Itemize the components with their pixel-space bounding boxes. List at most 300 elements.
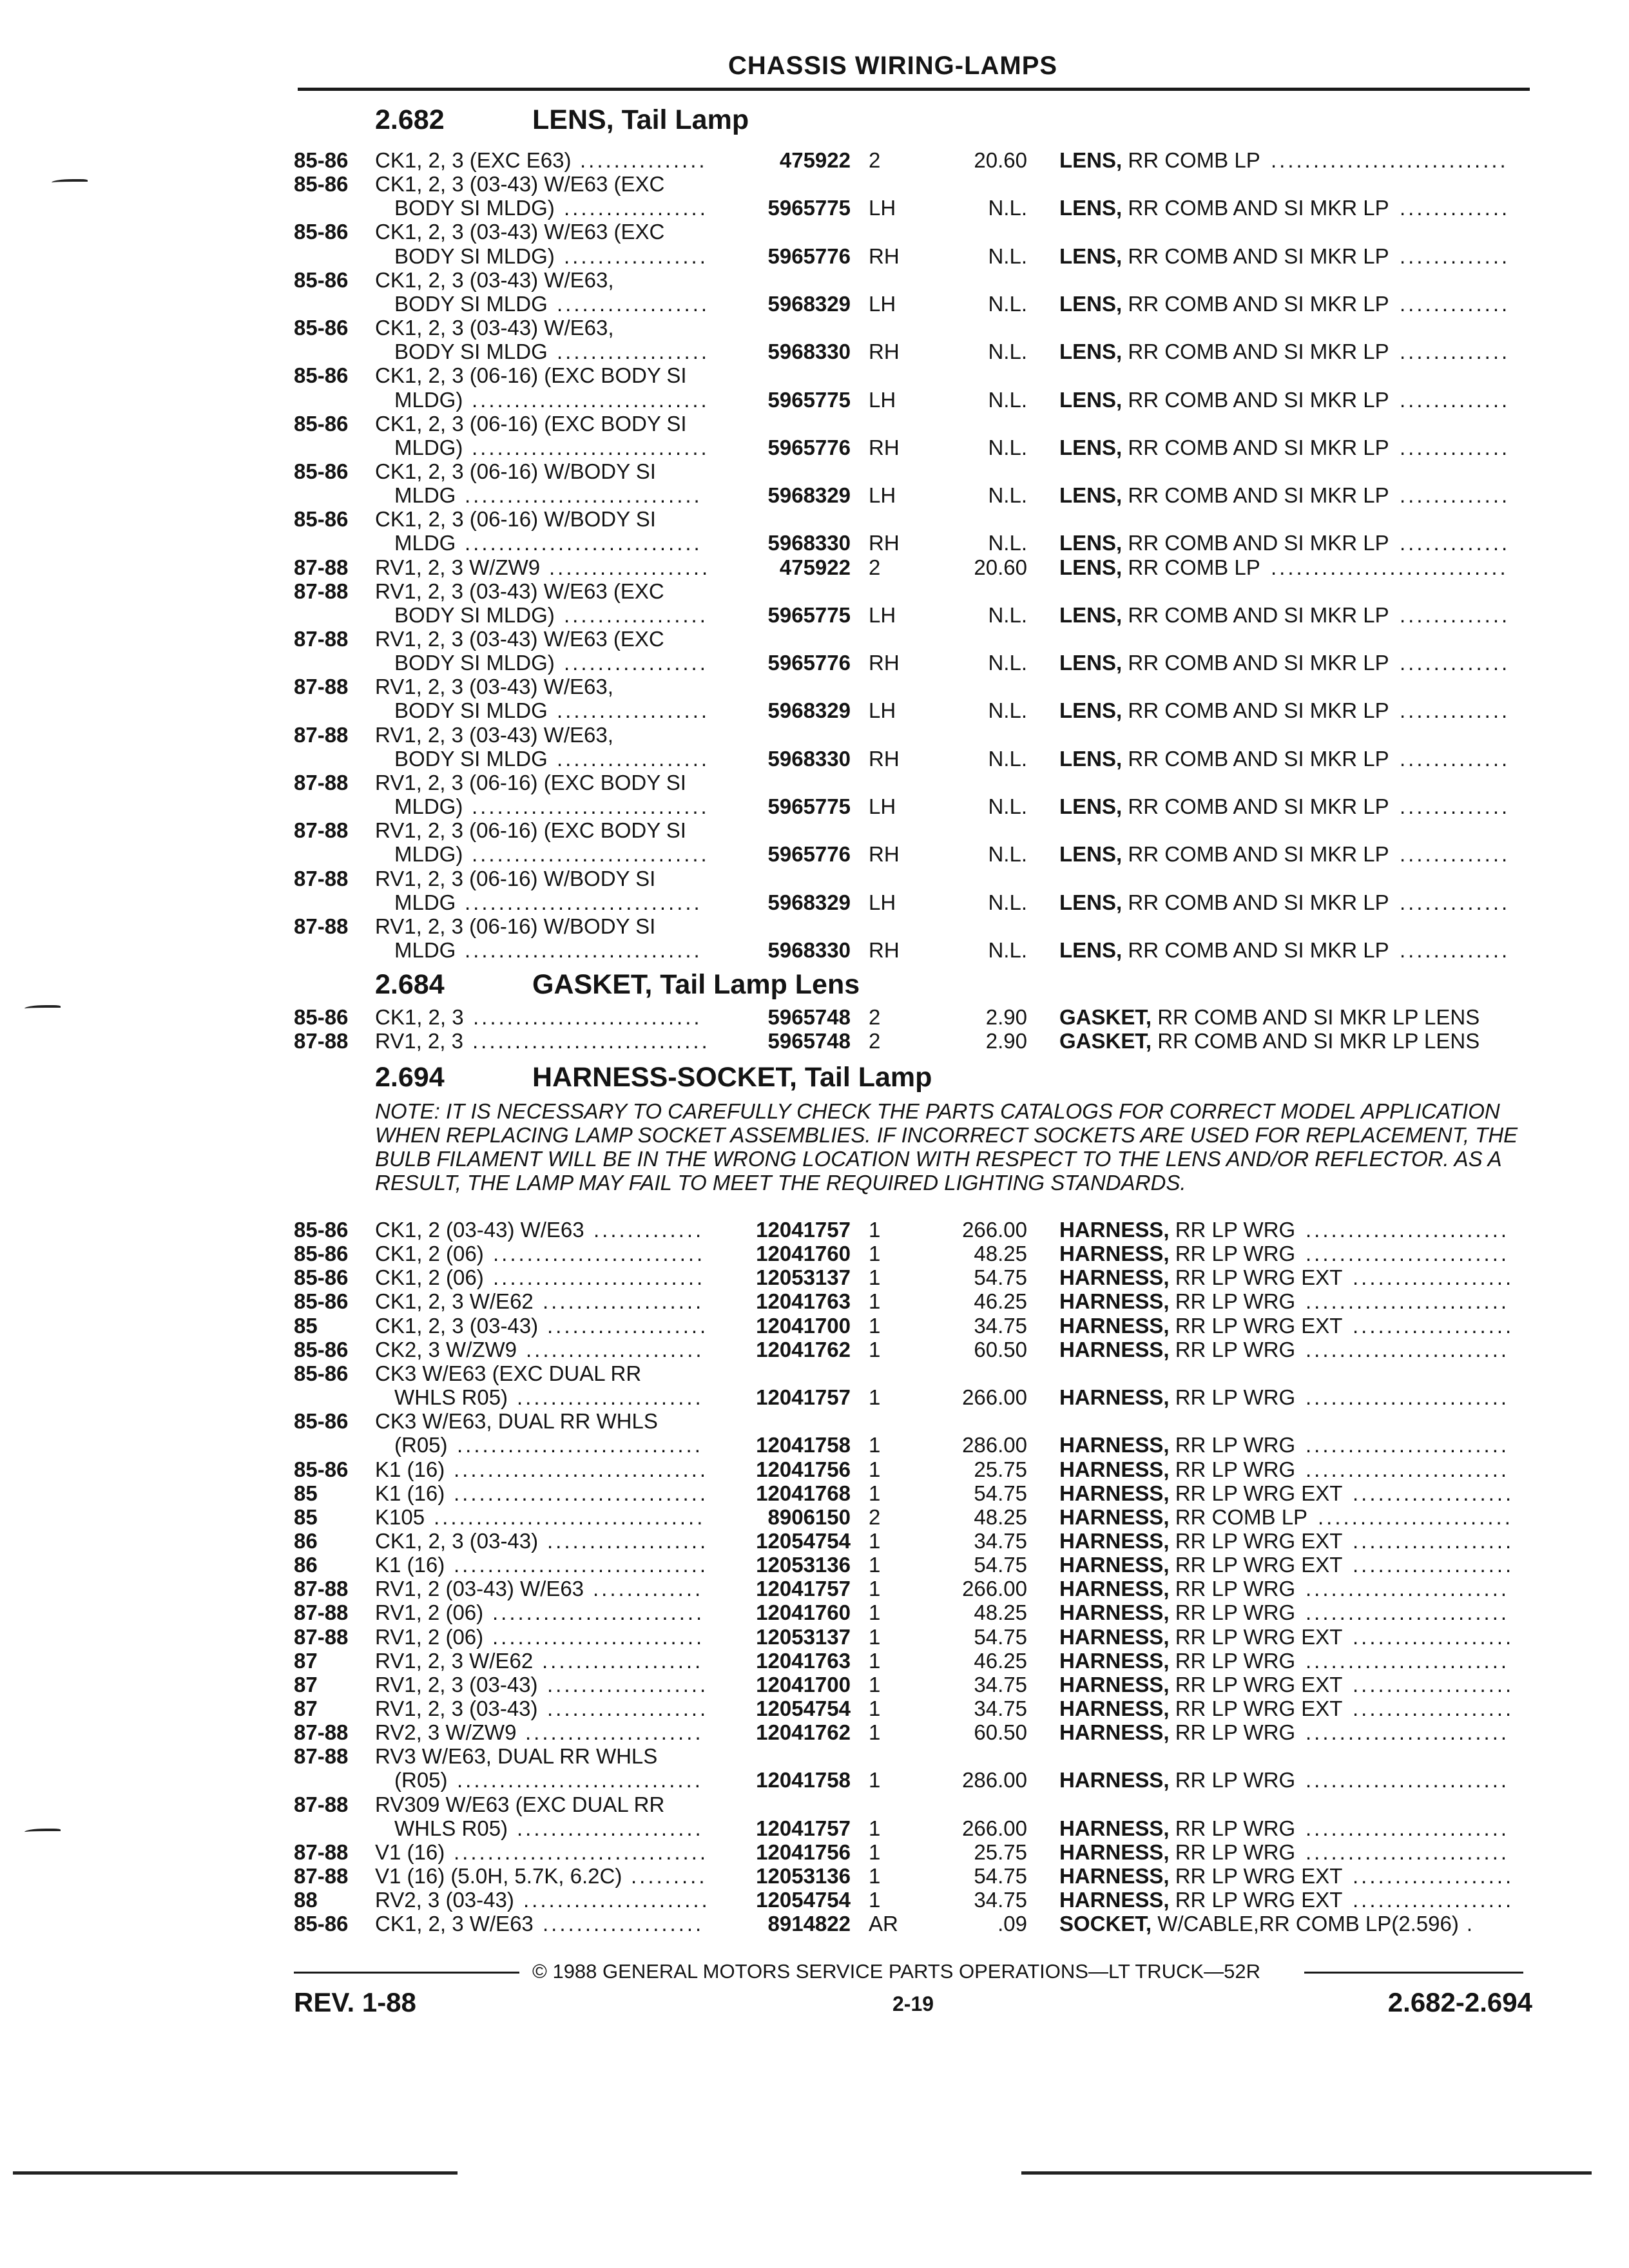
- price: N.L.: [988, 531, 1027, 555]
- leader-dots: ...................: [547, 1672, 709, 1696]
- model-year: 88: [294, 1888, 318, 1912]
- leader-dots: ..............................: [454, 1481, 709, 1505]
- leader-dots: ...................: [1353, 1528, 1514, 1553]
- description-noun: SOCKET,: [1059, 1912, 1152, 1936]
- quantity: 2: [869, 1005, 881, 1029]
- description-noun: HARNESS,: [1059, 1433, 1170, 1457]
- quantity: 1: [869, 1289, 881, 1314]
- leader-dots: ........................: [1306, 1289, 1510, 1314]
- quantity: 1: [869, 1457, 881, 1481]
- part-row: [0, 555, 1629, 579]
- price: 266.00: [962, 1218, 1027, 1242]
- description: [1059, 292, 1389, 316]
- application: BODY SI MLDG): [394, 651, 555, 675]
- description-detail: RR LP WRG: [1175, 1433, 1296, 1457]
- application: CK1, 2, 3 (06-16) W/BODY SI: [375, 459, 656, 483]
- part-number: 5965776: [767, 842, 851, 867]
- leader-dots: ........................: [1306, 1242, 1510, 1266]
- part-row: [0, 507, 1629, 531]
- leader-dots: ........................: [1306, 1720, 1510, 1745]
- part-row: [0, 1433, 1629, 1457]
- part-number: 5968330: [767, 340, 851, 364]
- price: 34.75: [974, 1313, 1027, 1338]
- application: RV309 W/E63 (EXC DUAL RR: [375, 1792, 665, 1816]
- application: BODY SI MLDG): [394, 244, 555, 268]
- quantity: 1: [869, 1313, 881, 1338]
- description-detail: RR COMB AND SI MKR LP: [1128, 340, 1389, 364]
- leader-dots: ............................: [1271, 555, 1509, 579]
- application: BODY SI MLDG: [394, 698, 548, 723]
- application: RV1, 2, 3 (03-43): [375, 1696, 538, 1720]
- description-noun: HARNESS,: [1059, 1888, 1170, 1912]
- price: 20.60: [974, 555, 1027, 579]
- leader-dots: ...................: [542, 1648, 704, 1673]
- description-noun: HARNESS,: [1059, 1816, 1170, 1840]
- description-detail: RR COMB AND SI MKR LP: [1128, 483, 1389, 508]
- price: 54.75: [974, 1864, 1027, 1888]
- quantity: 2: [869, 555, 881, 579]
- model-year: 87: [294, 1696, 318, 1720]
- description-detail: RR COMB LP: [1175, 1504, 1308, 1529]
- quantity: 1: [869, 1433, 881, 1457]
- model-year: 85-86: [294, 459, 349, 483]
- description-detail: RR COMB AND SI MKR LP: [1128, 698, 1389, 723]
- description-noun: LENS,: [1059, 196, 1123, 220]
- application: RV2, 3 W/ZW9: [375, 1720, 517, 1745]
- description-noun: HARNESS,: [1059, 1504, 1170, 1529]
- leader-dots: ...................: [547, 1313, 709, 1338]
- part-row: [0, 436, 1629, 459]
- application: CK1, 2, 3 (06-16) W/BODY SI: [375, 507, 656, 532]
- model-year: 85-86: [294, 1457, 349, 1481]
- model-year: 85-86: [294, 1912, 349, 1936]
- price: 286.00: [962, 1433, 1027, 1457]
- part-number: 5968330: [767, 937, 851, 962]
- description: [1059, 1600, 1295, 1625]
- application: CK1, 2, 3 (03-43) W/E63 (EXC: [375, 220, 665, 244]
- model-year: 85-86: [294, 1361, 349, 1385]
- price: N.L.: [988, 746, 1027, 771]
- part-row: [0, 1840, 1629, 1864]
- application: CK2, 3 W/ZW9: [375, 1337, 517, 1361]
- description-detail: RR COMB AND SI MKR LP: [1128, 291, 1389, 316]
- part-row: [0, 1792, 1629, 1816]
- price: N.L.: [988, 937, 1027, 962]
- model-year: 85-86: [294, 363, 349, 388]
- application: CK1, 2, 3 W/E62: [375, 1289, 534, 1314]
- section-range: 2.682-2.694: [1387, 1987, 1532, 2017]
- description-noun: HARNESS,: [1059, 1864, 1170, 1888]
- application: WHLS R05): [394, 1816, 508, 1840]
- part-number: 12053136: [756, 1864, 851, 1888]
- leader-dots: ........................: [1306, 1816, 1510, 1840]
- part-number: 475922: [779, 148, 851, 172]
- quantity: 1: [869, 1888, 881, 1912]
- part-row: [0, 1720, 1629, 1744]
- description-detail: RR LP WRG: [1175, 1242, 1296, 1266]
- description-detail: RR LP WRG EXT: [1175, 1864, 1343, 1888]
- part-row: [0, 842, 1629, 866]
- model-year: 85-86: [294, 1337, 349, 1361]
- description-detail: RR LP WRG EXT: [1175, 1672, 1343, 1696]
- model-year: 87-88: [294, 1744, 349, 1769]
- leader-dots: .............: [1400, 602, 1510, 627]
- part-number: 5965748: [767, 1029, 851, 1053]
- part-row: [0, 1505, 1629, 1529]
- leader-dots: ........................: [1306, 1218, 1510, 1242]
- description-detail: RR LP WRG: [1175, 1337, 1296, 1361]
- part-row: [0, 363, 1629, 387]
- application: K105: [375, 1504, 425, 1529]
- part-number: 12041760: [756, 1242, 851, 1266]
- application: RV1, 2, 3 (06-16) W/BODY SI: [375, 866, 656, 890]
- price: 20.60: [974, 148, 1027, 172]
- model-year: 87-88: [294, 1600, 349, 1625]
- revision-label: REV. 1-88: [294, 1987, 416, 2017]
- model-year: 86: [294, 1553, 318, 1577]
- application: RV1, 2 (06): [375, 1600, 484, 1625]
- section-number: 2.694: [375, 1062, 445, 1093]
- scan-rule-left: [13, 2171, 458, 2175]
- quantity: 1: [869, 1385, 881, 1410]
- description-noun: HARNESS,: [1059, 1385, 1170, 1410]
- leader-dots: ........................: [1306, 1840, 1510, 1864]
- leader-dots: .................: [564, 196, 708, 220]
- leader-dots: ............................: [472, 1029, 710, 1053]
- quantity: 1: [869, 1600, 881, 1625]
- description: [1059, 1289, 1295, 1314]
- leader-dots: ...................: [1353, 1553, 1514, 1577]
- price: 54.75: [974, 1553, 1027, 1577]
- page-number: 2-19: [892, 1992, 934, 2015]
- quantity: LH: [869, 794, 896, 819]
- leader-dots: .............: [1400, 937, 1510, 962]
- price: 266.00: [962, 1385, 1027, 1410]
- model-year: 87-88: [294, 866, 349, 890]
- application: V1 (16) (5.0H, 5.7K, 6.2C): [375, 1864, 622, 1888]
- description-noun: HARNESS,: [1059, 1457, 1170, 1481]
- leader-dots: .................: [564, 651, 708, 675]
- description-noun: HARNESS,: [1059, 1481, 1170, 1505]
- price: 25.75: [974, 1457, 1027, 1481]
- description-noun: HARNESS,: [1059, 1577, 1170, 1601]
- part-row: [0, 1361, 1629, 1385]
- leader-dots: ........................: [1306, 1457, 1510, 1481]
- description: [1059, 747, 1389, 771]
- description-noun: LENS,: [1059, 651, 1123, 675]
- description-detail: RR LP WRG EXT: [1175, 1528, 1343, 1553]
- description-tail: .: [1466, 1912, 1472, 1936]
- part-row: [0, 723, 1629, 747]
- description: [1059, 1265, 1342, 1290]
- leader-dots: ..................: [557, 746, 710, 771]
- leader-dots: ......................: [517, 1385, 704, 1410]
- description: [1059, 1888, 1342, 1912]
- quantity: 1: [869, 1481, 881, 1505]
- part-number: 12053137: [756, 1265, 851, 1290]
- part-number: 5968329: [767, 890, 851, 914]
- leader-dots: ...................: [1353, 1696, 1514, 1720]
- application: (R05): [394, 1768, 448, 1792]
- quantity: LH: [869, 387, 896, 412]
- part-number: 12041756: [756, 1457, 851, 1481]
- application: CK1, 2, 3 (06-16) (EXC BODY SI: [375, 363, 687, 388]
- description-noun: LENS,: [1059, 435, 1123, 459]
- model-year: 85-86: [294, 411, 349, 436]
- description-detail: RR COMB AND SI MKR LP: [1128, 890, 1389, 914]
- description-detail: RR LP WRG: [1175, 1648, 1296, 1673]
- part-row: [0, 675, 1629, 698]
- footer-rule-left: [294, 1972, 519, 1974]
- part-row: [0, 627, 1629, 651]
- application: RV1, 2 (03-43) W/E63: [375, 1577, 584, 1601]
- description: [1059, 1433, 1295, 1457]
- application: RV2, 3 (03-43): [375, 1888, 514, 1912]
- leader-dots: .............: [1400, 698, 1510, 723]
- quantity: 1: [869, 1816, 881, 1840]
- model-year: 87-88: [294, 1624, 349, 1649]
- quantity: 1: [869, 1528, 881, 1553]
- description: [1059, 1720, 1295, 1745]
- description-detail: RR COMB AND SI MKR LP: [1128, 602, 1389, 627]
- scan-rule-right: [1021, 2171, 1592, 2175]
- description-noun: HARNESS,: [1059, 1600, 1170, 1625]
- description: [1059, 794, 1389, 819]
- quantity: 1: [869, 1672, 881, 1696]
- description-noun: LENS,: [1059, 483, 1123, 508]
- part-number: 12054754: [756, 1528, 851, 1553]
- description-noun: HARNESS,: [1059, 1218, 1170, 1242]
- application: RV1, 2, 3 W/E62: [375, 1648, 534, 1673]
- application: CK3 W/E63 (EXC DUAL RR: [375, 1361, 642, 1385]
- model-year: 87-88: [294, 675, 349, 699]
- description-detail: W/CABLE,RR COMB LP(2.596): [1157, 1912, 1459, 1936]
- leader-dots: .........................: [493, 1265, 706, 1290]
- part-number: 12041700: [756, 1672, 851, 1696]
- leader-dots: .............................: [457, 1768, 703, 1792]
- price: 34.75: [974, 1696, 1027, 1720]
- description-noun: LENS,: [1059, 244, 1123, 268]
- part-row: [0, 579, 1629, 603]
- leader-dots: ............................: [465, 937, 702, 962]
- leader-dots: .............: [1400, 387, 1510, 412]
- leader-dots: ............................: [472, 842, 709, 867]
- description-noun: LENS,: [1059, 794, 1123, 819]
- part-number: 5968330: [767, 746, 851, 771]
- quantity: 2: [869, 148, 881, 172]
- leader-dots: ........................: [1306, 1648, 1510, 1673]
- leader-dots: .........................: [492, 1600, 705, 1625]
- description: [1059, 1673, 1342, 1697]
- leader-dots: ...................: [549, 555, 711, 579]
- price: N.L.: [988, 698, 1027, 723]
- leader-dots: .............: [1400, 746, 1510, 771]
- description-detail: RR LP WRG: [1175, 1600, 1296, 1625]
- leader-dots: ...................: [1353, 1672, 1514, 1696]
- application: CK1, 2 (06): [375, 1265, 484, 1290]
- price: 60.50: [974, 1337, 1027, 1361]
- description-detail: RR COMB AND SI MKR LP LENS: [1157, 1029, 1480, 1053]
- model-year: 85-86: [294, 316, 349, 340]
- part-row: [0, 220, 1629, 244]
- part-row: [0, 890, 1629, 914]
- description: [1059, 1005, 1480, 1030]
- part-row: [0, 1912, 1629, 1936]
- model-year: 85: [294, 1313, 318, 1338]
- part-number: 5965776: [767, 244, 851, 268]
- leader-dots: ...................: [1353, 1481, 1514, 1505]
- quantity: RH: [869, 651, 900, 675]
- description: [1059, 1816, 1295, 1841]
- description-detail: RR LP WRG: [1175, 1218, 1296, 1242]
- description-noun: HARNESS,: [1059, 1840, 1170, 1864]
- leader-dots: .............: [1400, 794, 1510, 819]
- leader-dots: .....................: [526, 1337, 704, 1361]
- part-row: [0, 1218, 1629, 1242]
- description: [1059, 603, 1389, 628]
- quantity: RH: [869, 842, 900, 867]
- leader-dots: .............: [1400, 483, 1510, 508]
- leader-dots: ..............................: [454, 1553, 709, 1577]
- quantity: 1: [869, 1696, 881, 1720]
- description: [1059, 244, 1389, 269]
- leader-dots: ............................: [465, 483, 702, 508]
- part-row: [0, 1600, 1629, 1624]
- leader-dots: ..................: [557, 340, 710, 364]
- page-title: CHASSIS WIRING-LAMPS: [728, 52, 1058, 80]
- description-detail: RR COMB LP: [1128, 148, 1260, 172]
- description-noun: LENS,: [1059, 937, 1123, 962]
- part-number: 12041762: [756, 1337, 851, 1361]
- part-row: [0, 1744, 1629, 1768]
- description: [1059, 1338, 1295, 1362]
- model-year: 87: [294, 1648, 318, 1673]
- model-year: 85-86: [294, 172, 349, 197]
- quantity: 1: [869, 1864, 881, 1888]
- part-row: [0, 818, 1629, 842]
- description: [1059, 1481, 1342, 1506]
- price: 48.25: [974, 1504, 1027, 1529]
- leader-dots: ........................: [1306, 1600, 1510, 1625]
- price: .09: [998, 1912, 1027, 1936]
- description-noun: LENS,: [1059, 531, 1123, 555]
- leader-dots: .............: [593, 1577, 704, 1601]
- leader-dots: ........................: [1306, 1385, 1510, 1410]
- application: RV1, 2, 3 (03-43) W/E63 (EXC: [375, 627, 664, 651]
- part-row: [0, 1864, 1629, 1888]
- part-number: 475922: [779, 555, 851, 579]
- model-year: 85-86: [294, 1265, 349, 1290]
- application: MLDG: [394, 531, 456, 555]
- leader-dots: ......................: [517, 1816, 704, 1840]
- application: V1 (16): [375, 1840, 445, 1864]
- description: [1059, 1768, 1295, 1792]
- description: [1059, 1864, 1342, 1888]
- part-row: [0, 1289, 1629, 1313]
- description-noun: LENS,: [1059, 387, 1123, 412]
- description-detail: RR COMB AND SI MKR LP LENS: [1157, 1005, 1480, 1029]
- description-noun: HARNESS,: [1059, 1696, 1170, 1720]
- part-number: 5965748: [767, 1005, 851, 1029]
- footer-rule-right: [1304, 1972, 1523, 1974]
- description-noun: LENS,: [1059, 602, 1123, 627]
- part-row: [0, 483, 1629, 507]
- model-year: 87-88: [294, 722, 349, 747]
- application: RV1, 2, 3 (03-43) W/E63 (EXC: [375, 579, 664, 603]
- part-row: [0, 316, 1629, 340]
- description: [1059, 1625, 1342, 1649]
- part-row: [0, 1481, 1629, 1505]
- description: [1059, 1840, 1295, 1865]
- description-noun: HARNESS,: [1059, 1337, 1170, 1361]
- section-number: 2.684: [375, 969, 445, 1000]
- price: N.L.: [988, 890, 1027, 914]
- description-detail: RR COMB AND SI MKR LP: [1128, 244, 1389, 268]
- quantity: 1: [869, 1242, 881, 1266]
- description-noun: LENS,: [1059, 746, 1123, 771]
- quantity: 1: [869, 1553, 881, 1577]
- part-row: [0, 1265, 1629, 1289]
- quantity: LH: [869, 698, 896, 723]
- leader-dots: ...................: [1353, 1888, 1514, 1912]
- application: RV1, 2, 3 W/ZW9: [375, 555, 541, 579]
- price: 266.00: [962, 1816, 1027, 1840]
- quantity: 2: [869, 1504, 881, 1529]
- model-year: 85: [294, 1481, 318, 1505]
- section-note: NOTE: IT IS NECESSARY TO CAREFULLY CHECK THE PARTS CATALOGS FOR CORRECT MODEL APPLICATION WHEN REPLACING LAMP SOCKET ASSEMBLIES. IF INCORRECT SOCKETS ARE USED FOR REPLACEMENT, THE BULB FILAMENT WILL BE IN THE WRONG LOCATION WITH RESPECT TO THE LENS AND/OR REFLECTOR. AS A RESULT, THE LAMP MAY FAIL TO MEET THE REQUIRED LIGHTING STANDARDS.: [375, 1099, 1518, 1195]
- price: N.L.: [988, 340, 1027, 364]
- leader-dots: ...................: [1353, 1864, 1514, 1888]
- price: 34.75: [974, 1888, 1027, 1912]
- description-noun: HARNESS,: [1059, 1313, 1170, 1338]
- model-year: 85-86: [294, 1289, 349, 1314]
- leader-dots: ................................: [434, 1504, 706, 1529]
- description: [1059, 1529, 1342, 1553]
- model-year: 87-88: [294, 914, 349, 938]
- application: BODY SI MLDG: [394, 746, 548, 771]
- model-year: 87-88: [294, 579, 349, 603]
- price: 60.50: [974, 1720, 1027, 1745]
- price: 2.90: [985, 1005, 1027, 1029]
- description-detail: RR COMB AND SI MKR LP: [1128, 746, 1389, 771]
- application: MLDG): [394, 435, 463, 459]
- description-noun: HARNESS,: [1059, 1648, 1170, 1673]
- description: [1059, 531, 1389, 555]
- description: [1059, 555, 1260, 580]
- part-number: 5965775: [767, 794, 851, 819]
- part-number: 5965775: [767, 387, 851, 412]
- part-row: [0, 1385, 1629, 1409]
- description-detail: RR LP WRG EXT: [1175, 1696, 1343, 1720]
- leader-dots: ............................: [465, 531, 702, 555]
- leader-dots: .............: [1400, 435, 1510, 459]
- leader-dots: ..............................: [454, 1457, 709, 1481]
- model-year: 85-86: [294, 1242, 349, 1266]
- part-row: [0, 268, 1629, 292]
- description-detail: RR LP WRG: [1175, 1840, 1296, 1864]
- description-noun: HARNESS,: [1059, 1672, 1170, 1696]
- part-row: [0, 1029, 1629, 1053]
- price: 34.75: [974, 1672, 1027, 1696]
- application: RV1, 2, 3 (03-43) W/E63,: [375, 722, 613, 747]
- description: [1059, 938, 1389, 963]
- quantity: LH: [869, 602, 896, 627]
- leader-dots: ............................: [465, 890, 702, 914]
- model-year: 87-88: [294, 1577, 349, 1601]
- part-row: [0, 1816, 1629, 1840]
- application: CK1, 2, 3 (03-43) W/E63,: [375, 316, 614, 340]
- description-noun: LENS,: [1059, 148, 1123, 172]
